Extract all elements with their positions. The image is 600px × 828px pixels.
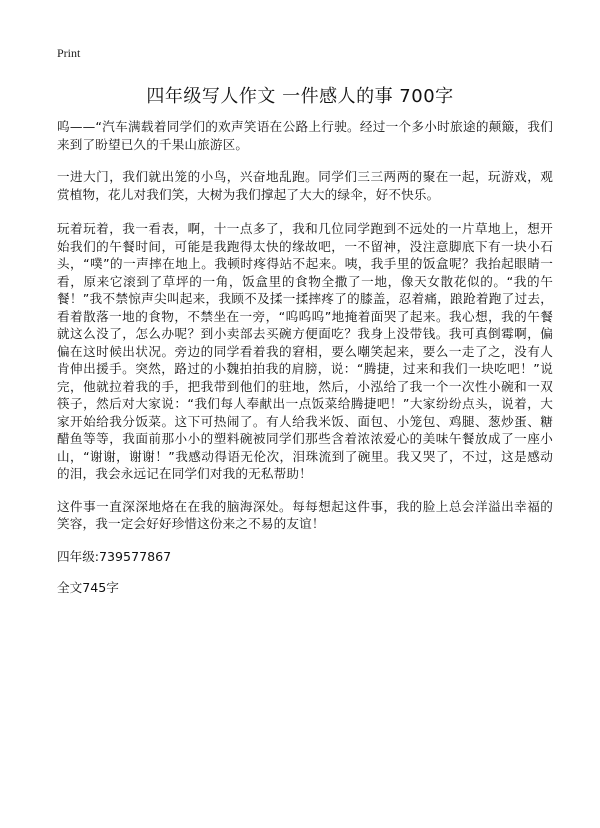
paragraph-2: 一进大门，我们就出笼的小鸟，兴奋地乱跑。同学们三三两两的聚在一起，玩游戏，观赏植物，花儿对我们笑，大树为我们撑起了大大的绿伞，好不快乐。 [57, 169, 553, 202]
paragraph-1: 呜——“汽车满载着同学们的欢声笑语在公路上行驶。经过一个多小时旅途的颠簸，我们来到了盼望已久的千果山旅游区。 [57, 119, 553, 152]
article-title: 四年级写人作文 一件感人的事 700字 [146, 86, 454, 107]
grade-line: 四年级:739577867 [57, 548, 172, 564]
print-link[interactable]: Print [57, 46, 81, 60]
paragraph-4: 这件事一直深深地烙在在我的脑海深处。每每想起这件事，我的脸上总会洋溢出幸福的笑容，我一定会好好珍惜这份来之不易的友谊！ [57, 498, 553, 531]
paragraph-3: 玩着玩着，我一看表，啊，十一点多了，我和几位同学跑到不远处的一片草地上，想开始我们的午餐时间，可能是我跑得太快的缘故吧，一不留神，没注意脚底下有一块小石头，“噗”的一声摔在地上。我顿时疼得站不起来。咦，我手里的饭盒呢？我抬起眼睛一看，原来它滚到了草坪的一角，饭盒里的食物全撒了一地，像天女散花似的。“我的午餐！”我不禁惊声尖叫起来，我顾不及揉一揉摔疼了的膝盖，忍着痛，踉跄着跑了过去，看着散落一地的食物，不禁坐在一旁，“呜呜呜”地掩着面哭了起来。我心想，我的午餐就这么没了，怎么办呢？到小卖部去买碗方便面吃？我身上没带钱。我可真倒霉啊，偏偏在这时候出状况。旁边的同学看着我的窘相，要么嘲笑起来，要么一走了之，没有人肯伸出援手。突然，路过的小魏拍拍我的肩膀，说：“腾捷，过来和我们一块吃吧！”说完，他就拉着我的手，把我带到他们的驻地，然后，小泓给了我一个一次性小碗和一双筷子，然后对大家说：“我们每人奉献出一点饭菜给腾捷吧！”大家纷纷点头，说着，大家开始给我分饭菜。这下可热闹了。有人给我米饭、面包、小笼包、鸡腿、葱炒蛋、糖醋鱼等等，我面前那小小的塑料碗被同学们那些含着浓浓爱心的美味午餐放成了一座小山，“谢谢，谢谢！”我感动得语无伦次，泪珠流到了碗里。我又哭了，不过，这是感动的泪，我会永远记在同学们对我的无私帮助！ [57, 221, 553, 481]
article-body [57, 118, 553, 597]
word-count: 全文745字 [57, 580, 119, 595]
